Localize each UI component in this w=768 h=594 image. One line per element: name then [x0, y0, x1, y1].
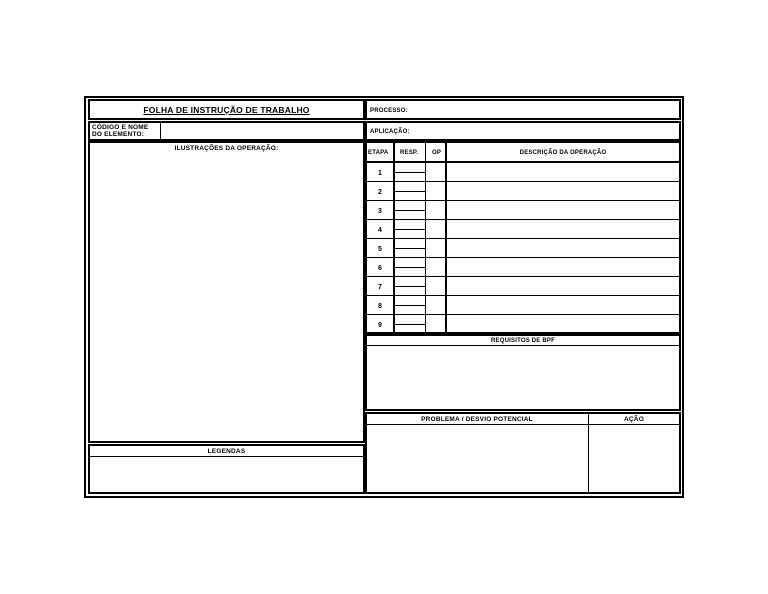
- header-op: OP: [432, 150, 442, 156]
- step-number: 7: [378, 284, 382, 291]
- resp-subline: [394, 191, 425, 192]
- acao-label: AÇÃO: [624, 416, 644, 423]
- ilustracoes-box[interactable]: [88, 141, 365, 443]
- header-descricao: DESCRIÇÃO DA OPERAÇÃO: [519, 150, 607, 156]
- step-number: 9: [378, 322, 382, 329]
- codigo-divider: [160, 123, 161, 139]
- header-resp: RESP.: [400, 150, 419, 156]
- requisitos-box[interactable]: [365, 334, 681, 411]
- problema-box: [365, 412, 681, 494]
- ilustracoes-label: ILUSTRAÇÕES DA OPERAÇÃO:: [174, 145, 279, 152]
- aplicacao-label: APLICAÇÃO:: [370, 129, 410, 135]
- resp-subline: [394, 286, 425, 287]
- processo-label: PROCESSO:: [370, 108, 408, 114]
- problema-field[interactable]: [367, 425, 588, 492]
- step-number: 4: [378, 227, 382, 234]
- resp-subline: [394, 267, 425, 268]
- step-number: 5: [378, 246, 382, 253]
- requisitos-label: REQUISITOS DE BPF: [491, 338, 555, 344]
- legendas-box[interactable]: [88, 444, 365, 494]
- aplicacao-box[interactable]: [365, 121, 681, 141]
- legendas-label: LEGENDAS: [207, 448, 246, 455]
- resp-subline: [394, 210, 425, 211]
- resp-subline: [394, 305, 425, 306]
- codigo-label-line1: CÓDIGO E NOME: [92, 124, 149, 131]
- row-divider: [367, 257, 679, 258]
- step-number: 8: [378, 303, 382, 310]
- resp-subline: [394, 248, 425, 249]
- requisitos-divider: [367, 345, 679, 346]
- problema-label: PROBLEMA / DESVIO POTENCIAL: [421, 416, 533, 423]
- legendas-divider: [90, 456, 363, 457]
- form-title: FOLHA DE INSTRUÇÃO DE TRABALHO: [143, 105, 310, 115]
- processo-box[interactable]: [365, 99, 681, 120]
- row-divider: [367, 219, 679, 220]
- row-divider: [367, 181, 679, 182]
- resp-subline: [394, 229, 425, 230]
- title-box: [88, 99, 365, 120]
- row-divider: [367, 314, 679, 315]
- codigo-box: [88, 121, 365, 141]
- row-divider: [367, 238, 679, 239]
- resp-subline: [394, 324, 425, 325]
- step-number: 2: [378, 189, 382, 196]
- operations-table: [365, 141, 681, 334]
- codigo-input[interactable]: [162, 123, 363, 139]
- codigo-label-line2: DO ELEMENTO:: [92, 131, 145, 138]
- row-divider: [367, 295, 679, 296]
- acao-field[interactable]: [589, 425, 679, 492]
- step-number: 1: [378, 170, 382, 177]
- resp-subline: [394, 172, 425, 173]
- row-divider: [367, 276, 679, 277]
- row-divider: [367, 200, 679, 201]
- header-etapa: ETAPA: [368, 150, 389, 156]
- header-divider: [367, 161, 679, 163]
- step-number: 3: [378, 208, 382, 215]
- step-number: 6: [378, 265, 382, 272]
